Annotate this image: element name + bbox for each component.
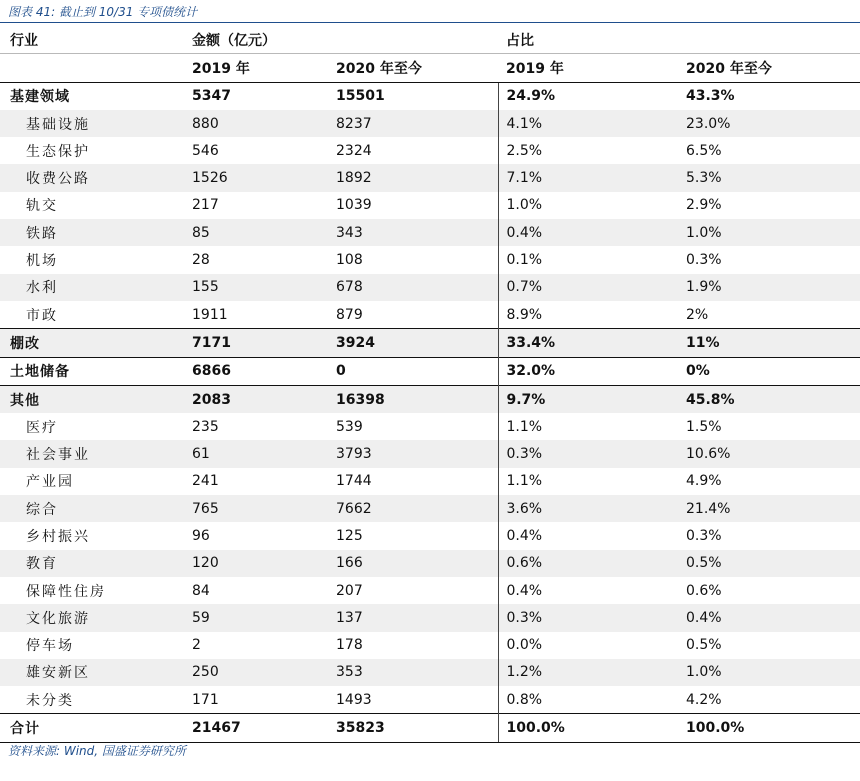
- share-2020: 0.3%: [686, 527, 722, 544]
- row-label: 保障性住房: [26, 583, 106, 600]
- row-label: 雄安新区: [0, 659, 184, 686]
- amount-2020: 1493: [336, 691, 372, 708]
- header-amount-2020: 2020 年至今: [328, 54, 498, 82]
- share-2019: 0.4%: [498, 577, 678, 604]
- table-row: [0, 468, 860, 495]
- amount-2020: 178: [336, 637, 363, 654]
- table-row: [0, 246, 860, 273]
- share-2020: 5.3%: [678, 164, 860, 191]
- header-share-group: 占比: [498, 26, 860, 54]
- share-2020: 2.9%: [686, 197, 722, 214]
- share-2019: 0.3%: [498, 604, 678, 631]
- share-2019: 100.0%: [498, 714, 678, 742]
- header-row-years: [0, 54, 860, 82]
- amount-2020: 343: [328, 219, 498, 246]
- amount-2020: 7662: [328, 495, 498, 522]
- table-row: [0, 137, 860, 164]
- share-2020: 23.0%: [678, 110, 860, 137]
- share-2019: 0.1%: [498, 246, 678, 273]
- figure-caption: 图表 41: 截止到 10/31 专项债统计: [8, 5, 198, 19]
- amount-2020: 353: [328, 659, 498, 686]
- row-label: 基建领域: [10, 89, 70, 106]
- table-row: [0, 385, 860, 413]
- row-label: 轨交: [26, 198, 58, 215]
- amount-2020: 2324: [336, 142, 372, 159]
- header-share-2019: 2019 年: [498, 54, 678, 82]
- row-label: 停车场: [26, 638, 74, 655]
- share-2019: 0.7%: [498, 274, 678, 301]
- share-2020: 100.0%: [678, 714, 860, 742]
- amount-2020: 125: [336, 527, 363, 544]
- table-row: [0, 659, 860, 686]
- amount-2019: 235: [192, 418, 219, 435]
- amount-2019: 61: [184, 440, 328, 467]
- table-row: [0, 632, 860, 659]
- amount-2020: 0: [328, 357, 498, 385]
- share-2019: 33.4%: [498, 329, 678, 357]
- header-share-2020: 2020 年至今: [678, 54, 860, 82]
- amount-2019: 6866: [184, 357, 328, 385]
- share-2020: 0%: [678, 357, 860, 385]
- row-label: 文化旅游: [0, 604, 184, 631]
- amount-2020: 16398: [328, 385, 498, 413]
- amount-2020: 1039: [336, 197, 372, 214]
- share-2020: 1.9%: [678, 274, 860, 301]
- row-label: 收费公路: [0, 164, 184, 191]
- share-2019: 0.6%: [498, 550, 678, 577]
- amount-2019: 28: [192, 252, 210, 269]
- row-label: 土地储备: [0, 357, 184, 385]
- amount-2019: 241: [192, 473, 219, 490]
- amount-2020: 539: [336, 418, 363, 435]
- share-2020: 0.3%: [686, 252, 722, 269]
- row-label: 乡村振兴: [26, 528, 90, 545]
- share-2019: 8.9%: [498, 301, 678, 329]
- amount-2020: 678: [328, 274, 498, 301]
- bond-statistics-table: [0, 26, 860, 743]
- amount-2019: 120: [184, 550, 328, 577]
- table-row: [0, 440, 860, 467]
- row-label: 水利: [0, 274, 184, 301]
- amount-2020: 207: [336, 582, 363, 599]
- table-row: [0, 192, 860, 219]
- table-row: [0, 413, 860, 440]
- amount-2019: 7171: [184, 329, 328, 357]
- header-amount-2019: 2019 年: [184, 54, 328, 82]
- share-2020: 43.3%: [686, 88, 735, 105]
- row-label: 基础设施: [0, 110, 184, 137]
- header-industry: 行业: [0, 26, 184, 54]
- amount-2020: 879: [336, 306, 363, 323]
- row-label: 市政: [26, 307, 58, 324]
- row-label: 其他: [0, 385, 184, 413]
- share-2020: 1.0%: [678, 659, 860, 686]
- table-row: [0, 495, 860, 522]
- row-label: 医疗: [26, 419, 58, 436]
- share-2020: 11%: [678, 329, 860, 357]
- amount-2019: 2083: [184, 385, 328, 413]
- total-row: [0, 714, 860, 742]
- source-note: 资料来源: Wind, 国盛证券研究所: [8, 744, 186, 758]
- table-row: [0, 110, 860, 137]
- table-row: [0, 522, 860, 549]
- share-2019: 2.5%: [498, 137, 678, 164]
- amount-2019: 96: [192, 527, 210, 544]
- row-label: 未分类: [26, 692, 74, 709]
- table-row: [0, 301, 860, 329]
- share-2019: 9.7%: [498, 385, 678, 413]
- table-row: [0, 274, 860, 301]
- share-2020: 6.5%: [686, 142, 722, 159]
- amount-2020: 3924: [328, 329, 498, 357]
- amount-2020: 15501: [336, 88, 385, 105]
- table-row: [0, 219, 860, 246]
- amount-2020: 166: [328, 550, 498, 577]
- row-label: 铁路: [0, 219, 184, 246]
- share-2019: 24.9%: [498, 82, 678, 110]
- row-label: 棚改: [0, 329, 184, 357]
- share-2020: 10.6%: [678, 440, 860, 467]
- amount-2019: 59: [184, 604, 328, 631]
- share-2020: 0.5%: [686, 637, 722, 654]
- share-2019: 0.3%: [498, 440, 678, 467]
- share-2020: 45.8%: [678, 385, 860, 413]
- amount-2020: 35823: [328, 714, 498, 742]
- amount-2019: 21467: [184, 714, 328, 742]
- amount-2020: 1744: [336, 473, 372, 490]
- amount-2019: 880: [184, 110, 328, 137]
- share-2019: 3.6%: [498, 495, 678, 522]
- share-2019: 1.1%: [498, 413, 678, 440]
- amount-2019: 1526: [184, 164, 328, 191]
- table-row: [0, 686, 860, 714]
- row-label: 机场: [26, 253, 58, 270]
- row-label: 社会事业: [0, 440, 184, 467]
- header-row-groups: [0, 26, 860, 54]
- amount-2020: 8237: [328, 110, 498, 137]
- amount-2019: 155: [184, 274, 328, 301]
- amount-2019: 5347: [192, 88, 231, 105]
- amount-2020: 3793: [328, 440, 498, 467]
- share-2020: 4.9%: [686, 473, 722, 490]
- share-2019: 1.2%: [498, 659, 678, 686]
- amount-2020: 137: [328, 604, 498, 631]
- row-label: 教育: [0, 550, 184, 577]
- table-row: [0, 577, 860, 604]
- table-row: [0, 329, 860, 357]
- share-2019: 1.0%: [498, 192, 678, 219]
- amount-2019: 84: [192, 582, 210, 599]
- share-2019: 0.4%: [498, 522, 678, 549]
- row-label: 产业园: [26, 474, 74, 491]
- share-2019: 32.0%: [498, 357, 678, 385]
- share-2020: 0.6%: [686, 582, 722, 599]
- share-2020: 21.4%: [678, 495, 860, 522]
- caption-rule: [0, 22, 860, 23]
- share-2019: 0.0%: [498, 632, 678, 659]
- share-2020: 1.0%: [678, 219, 860, 246]
- table-row: [0, 82, 860, 110]
- share-2020: 2%: [686, 306, 709, 323]
- share-2020: 0.5%: [678, 550, 860, 577]
- share-2020: 1.5%: [686, 418, 722, 435]
- amount-2019: 171: [192, 691, 219, 708]
- share-2019: 0.8%: [498, 686, 678, 714]
- row-label: 合计: [0, 714, 184, 742]
- amount-2019: 217: [192, 197, 219, 214]
- table-row: [0, 164, 860, 191]
- share-2019: 0.4%: [498, 219, 678, 246]
- share-2020: 4.2%: [686, 691, 722, 708]
- amount-2020: 1892: [328, 164, 498, 191]
- share-2019: 1.1%: [498, 468, 678, 495]
- amount-2019: 765: [184, 495, 328, 522]
- row-label: 综合: [0, 495, 184, 522]
- share-2020: 0.4%: [678, 604, 860, 631]
- amount-2019: 1911: [192, 306, 228, 323]
- amount-2019: 2: [192, 637, 201, 654]
- header-amount-group: 金额（亿元）: [184, 26, 498, 54]
- table-row: [0, 604, 860, 631]
- amount-2019: 250: [184, 659, 328, 686]
- table-row: [0, 357, 860, 385]
- amount-2019: 85: [184, 219, 328, 246]
- header-blank: [0, 54, 184, 82]
- share-2019: 4.1%: [498, 110, 678, 137]
- amount-2020: 108: [336, 252, 363, 269]
- row-label: 生态保护: [26, 143, 90, 160]
- amount-2019: 546: [192, 142, 219, 159]
- share-2019: 7.1%: [498, 164, 678, 191]
- table-row: [0, 550, 860, 577]
